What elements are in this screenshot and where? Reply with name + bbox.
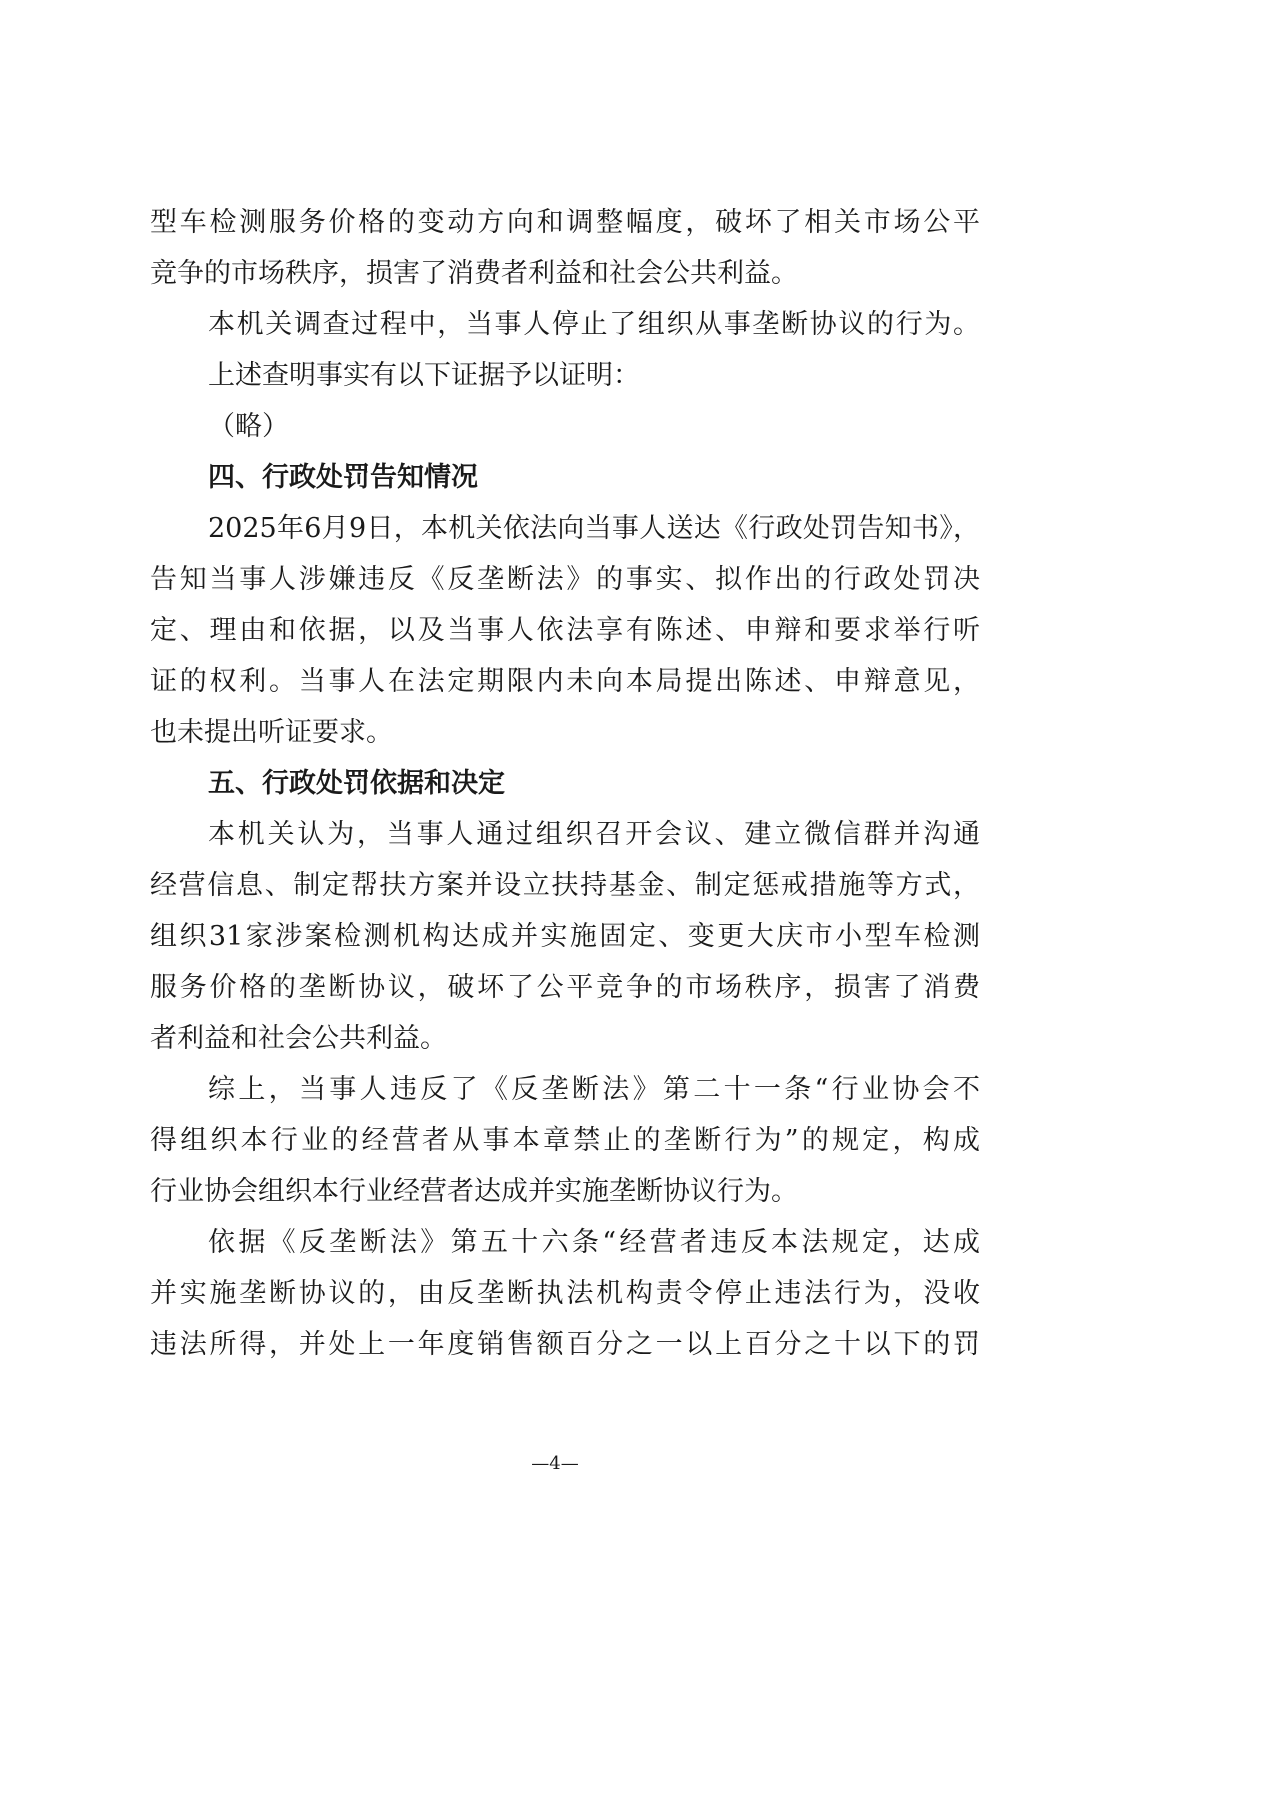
body-line: 定、理由和依据，以及当事人依法享有陈述、申辩和要求举行听 — [150, 615, 980, 646]
section-heading: 五、行政处罚依据和决定 — [208, 768, 505, 799]
body-line: 服务价格的垄断协议，破坏了公平竞争的市场秩序，损害了消费 — [150, 972, 980, 1003]
body-line: 上述查明事实有以下证据予以证明： — [208, 360, 640, 391]
body-line: 并实施垄断协议的，由反垄断执法机构责令停止违法行为，没收 — [150, 1278, 980, 1309]
body-line: 违法所得，并处上一年度销售额百分之一以上百分之十以下的罚 — [150, 1329, 980, 1360]
body-line: 2025年6月9日，本机关依法向当事人送达《行政处罚告知书》， — [208, 513, 980, 544]
body-line: 者利益和社会公共利益。 — [150, 1023, 447, 1054]
body-line: 本机关认为，当事人通过组织召开会议、建立微信群并沟通 — [208, 819, 980, 850]
section-heading: 四、行政处罚告知情况 — [208, 462, 478, 493]
body-line: 本机关调查过程中，当事人停止了组织从事垄断协议的行为。 — [208, 309, 980, 340]
body-line: 也未提出听证要求。 — [150, 717, 393, 748]
body-line: 经营信息、制定帮扶方案并设立扶持基金、制定惩戒措施等方式， — [150, 870, 980, 901]
body-line: 型车检测服务价格的变动方向和调整幅度，破坏了相关市场公平 — [150, 207, 980, 238]
body-line: 依据《反垄断法》第五十六条“经营者违反本法规定，达成 — [208, 1227, 980, 1258]
body-line: 告知当事人涉嫌违反《反垄断法》的事实、拟作出的行政处罚决 — [150, 564, 980, 595]
body-line: （略） — [208, 411, 289, 442]
body-line: 综上，当事人违反了《反垄断法》第二十一条“行业协会不 — [208, 1074, 980, 1105]
body-line: 竞争的市场秩序，损害了消费者利益和社会公共利益。 — [150, 258, 798, 289]
body-line: 证的权利。当事人在法定期限内未向本局提出陈述、申辩意见， — [150, 666, 980, 697]
page-number: —4— — [531, 1453, 579, 1474]
body-line: 行业协会组织本行业经营者达成并实施垄断协议行为。 — [150, 1176, 798, 1207]
body-line: 得组织本行业的经营者从事本章禁止的垄断行为”的规定，构成 — [150, 1125, 980, 1156]
body-line: 组织31家涉案检测机构达成并实施固定、变更大庆市小型车检测 — [150, 921, 980, 952]
